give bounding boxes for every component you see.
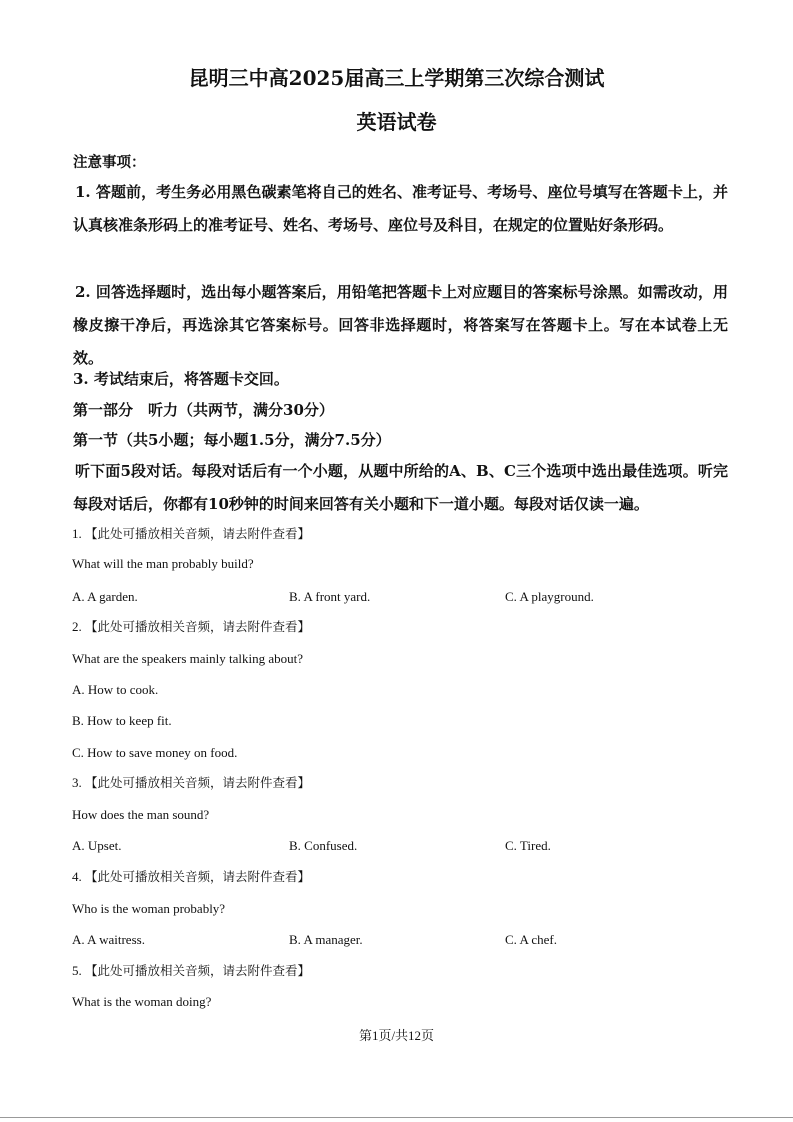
option-a[interactable]: A. How to cook. <box>72 682 159 697</box>
question-number: 4. <box>72 869 82 884</box>
option-a[interactable]: A. Upset. <box>72 838 122 853</box>
option-b[interactable]: B. A front yard. <box>289 589 371 604</box>
question-audio[interactable] <box>72 773 310 791</box>
notice-item-1: 1. 答题前，考生务必用黑色碳素笔将自己的姓名、准考证号、考场号、座位号填写在答题卡上，并认真核准条形码上的准考证号、姓名、考场号、座位号及科目，在规定的位置贴好条形码。 <box>73 183 728 234</box>
question-audio[interactable] <box>72 617 310 635</box>
notice-item-2: 2. 回答选择题时，选出每小题答案后，用铅笔把答题卡上对应题目的答案标号涂黑。如需改动，用橡皮擦干净后，再选涂其它答案标号。回答非选择题时，将答案写在答题卡上。写在本试卷上无效。 <box>73 283 728 367</box>
page-number: 第1页/共12页 <box>358 1028 435 1043</box>
notice-heading: 注意事项： <box>73 154 146 171</box>
question-audio[interactable] <box>72 524 310 542</box>
question-text: What will the man probably build? <box>72 556 254 571</box>
exam-title: 昆明三中高2025届高三上学期第三次综合测试 <box>188 66 605 90</box>
question-text: What are the speakers mainly talking about? <box>72 651 304 666</box>
question-audio[interactable] <box>72 867 310 885</box>
audio-note: 【此处可播放相关音频，请去附件查看】 <box>85 526 311 541</box>
question-text: How does the man sound? <box>72 807 210 822</box>
audio-note: 【此处可播放相关音频，请去附件查看】 <box>85 869 311 884</box>
part1-heading: 第一部分 听力（共两节，满分30分） <box>73 401 334 419</box>
question-number: 3. <box>72 775 82 790</box>
option-b[interactable]: B. How to keep fit. <box>72 713 172 728</box>
option-a[interactable]: A. A waitress. <box>72 932 145 947</box>
question-number: 1. <box>72 526 82 541</box>
question-number: 5. <box>72 963 82 978</box>
section1-instructions: 听下面5段对话。每段对话后有一个小题，从题中所给的A、B、C三个选项中选出最佳选项。听完每段对话后，你都有10秒钟的时间来回答有关小题和下一道小题。每段对话仅读一遍。 <box>73 462 728 513</box>
exam-subtitle: 英语试卷 <box>356 110 437 134</box>
notice-item-3: 3. 考试结束后，将答题卡交回。 <box>73 370 289 388</box>
option-c[interactable]: C. How to save money on food. <box>72 745 238 760</box>
option-b[interactable]: B. Confused. <box>289 838 358 853</box>
section1-heading: 第一节（共5小题；每小题1.5分，满分7.5分） <box>73 431 391 449</box>
audio-note: 【此处可播放相关音频，请去附件查看】 <box>85 619 311 634</box>
option-c[interactable]: C. A chef. <box>505 932 557 947</box>
bottom-divider <box>0 1117 793 1118</box>
question-number: 2. <box>72 619 82 634</box>
option-b[interactable]: B. A manager. <box>289 932 363 947</box>
option-c[interactable]: C. Tired. <box>505 838 551 853</box>
question-audio[interactable] <box>72 961 310 979</box>
question-text: Who is the woman probably? <box>72 901 226 916</box>
option-a[interactable]: A. A garden. <box>72 589 138 604</box>
question-text: What is the woman doing? <box>72 994 212 1009</box>
audio-note: 【此处可播放相关音频，请去附件查看】 <box>85 963 311 978</box>
audio-note: 【此处可播放相关音频，请去附件查看】 <box>85 775 311 790</box>
option-c[interactable]: C. A playground. <box>505 589 594 604</box>
